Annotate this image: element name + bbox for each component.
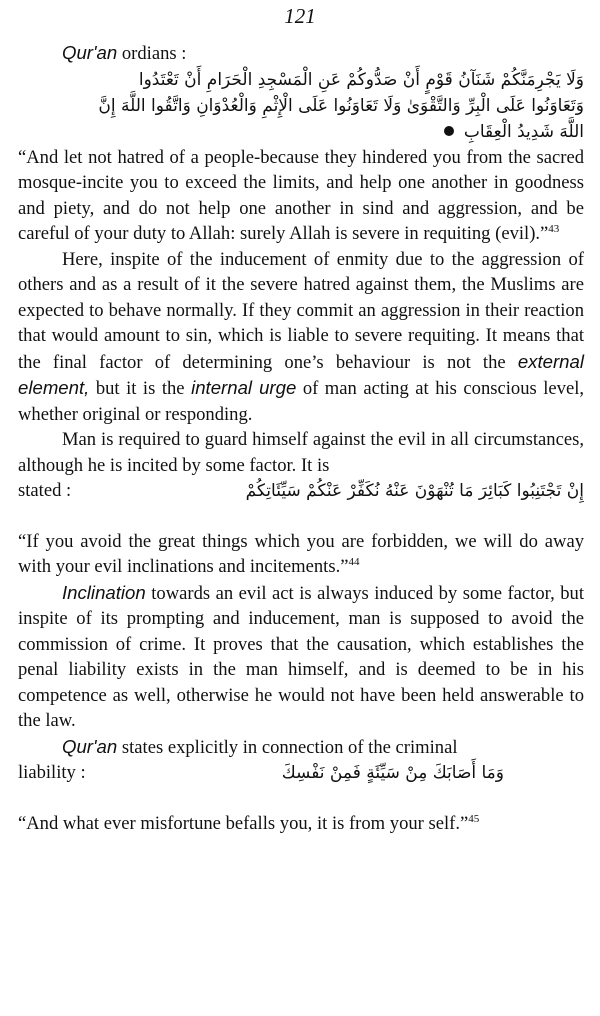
verse-translation-43: [18, 145, 584, 247]
verse-translation-44: [18, 529, 584, 580]
para4-text: towards an evil act is always induced by some factor, but inspite of its prompting and inducement, man is supposed to avoid the commission of crime. It proves that the causation, which establishes the penal liability exists in the man himself, and is deemed to be in his competence as well, otherwise he would not have been held answerable to the law.: [18, 582, 584, 731]
paragraph-inclination: [18, 580, 584, 734]
arabic-verse-misfortune: وَمَا أَصَابَكَ مِنْ سَيِّئَةٍ فَمِنْ نَفْسِكَ: [281, 763, 504, 783]
paragraph-inducement: [18, 247, 584, 428]
arabic-verse-line-3-text: اللَّهَ شَدِيدُ الْعِقَابِ: [463, 121, 584, 142]
footnote-44: 44: [348, 556, 360, 568]
verse-end-bullet-icon: [444, 126, 454, 136]
arabic-verse-line-1: وَلَا يَجْرِمَنَّكُمْ شَنَآنُ قَوْمٍ أَنْ صَدُّوكُمْ عَنِ الْمَسْجِدِ الْحَرَامِ أَنْ تَعْتَدُوا: [138, 69, 584, 90]
stated-label: stated :: [18, 480, 72, 501]
liability-label: liability :: [18, 762, 86, 783]
emphasis-external-element: external element,: [18, 350, 584, 398]
translation-44-text: “If you avoid the great things which you are forbidden, we will do away with your evil inclinations and incitements.”: [18, 530, 584, 577]
page-content: [18, 40, 584, 836]
footnote-45: 45: [468, 812, 480, 825]
footnote-43: 43: [548, 223, 560, 235]
para5-text: states explicitly in connection of the criminal: [117, 736, 458, 758]
paragraph-guard: Man is required to guard himself against the evil in all circumstances, although he is incited by some factor. It is: [18, 429, 584, 476]
emphasis-inclination: Inclination: [62, 581, 146, 603]
para2-part2: but it is the: [89, 378, 192, 399]
arabic-verse-line-2: وَتَعَاوَنُوا عَلَى الْبِرِّ وَالتَّقْوَىٰ وَلَا تَعَاوَنُوا عَلَى الْإِثْمِ وَالْعُدْوَانِ وَاتَّقُوا اللَّهَ إِنَّ: [98, 95, 584, 116]
page-number: 121: [284, 4, 316, 28]
quran-word: Qur'an: [62, 42, 118, 63]
intro-rest: ordians :: [117, 43, 187, 64]
liability-arabic-row: [18, 760, 584, 787]
translation-text: “And let not hatred of a people-because they hindered you from the sacred mosque-incite you to exceed the limits, and help one another in goodness and piety, and do not help one another in sind and aggression, and be careful of your duty to Allah: surely Allah is severe in requiting (evil).”: [18, 146, 584, 244]
quran-intro: [18, 40, 584, 67]
para2-part3: of man acting at his conscious level, whether original or responding.: [18, 378, 585, 425]
stated-arabic-row: [18, 478, 584, 505]
para2-part1: Here, inspite of the inducement of enmity due to the aggression of others and as a result of it the severe hatred against them, the Muslims are expected to behave normally. If they commit an aggression in their reaction that would amount to sin, which is liable to severe requiting. It means that the final factor of determining one’s behaviour is not the: [18, 248, 584, 373]
translation-45-text: “And what ever misfortune befalls you, it is from your self.”: [18, 812, 469, 834]
emphasis-internal-urge: internal urge: [191, 377, 297, 398]
quran-word-2: Qur'an: [62, 735, 118, 757]
paragraph-criminal-liability: [18, 734, 584, 761]
arabic-verse-avoid: إِنْ تَجْتَنِبُوا كَبَائِرَ مَا تُنْهَوْنَ عَنْهُ نُكَفِّرْ عَنْكُمْ سَيِّئَاتِكُمْ: [245, 481, 584, 501]
arabic-verse-line-3: [18, 119, 584, 145]
verse-translation-45: [18, 811, 584, 837]
